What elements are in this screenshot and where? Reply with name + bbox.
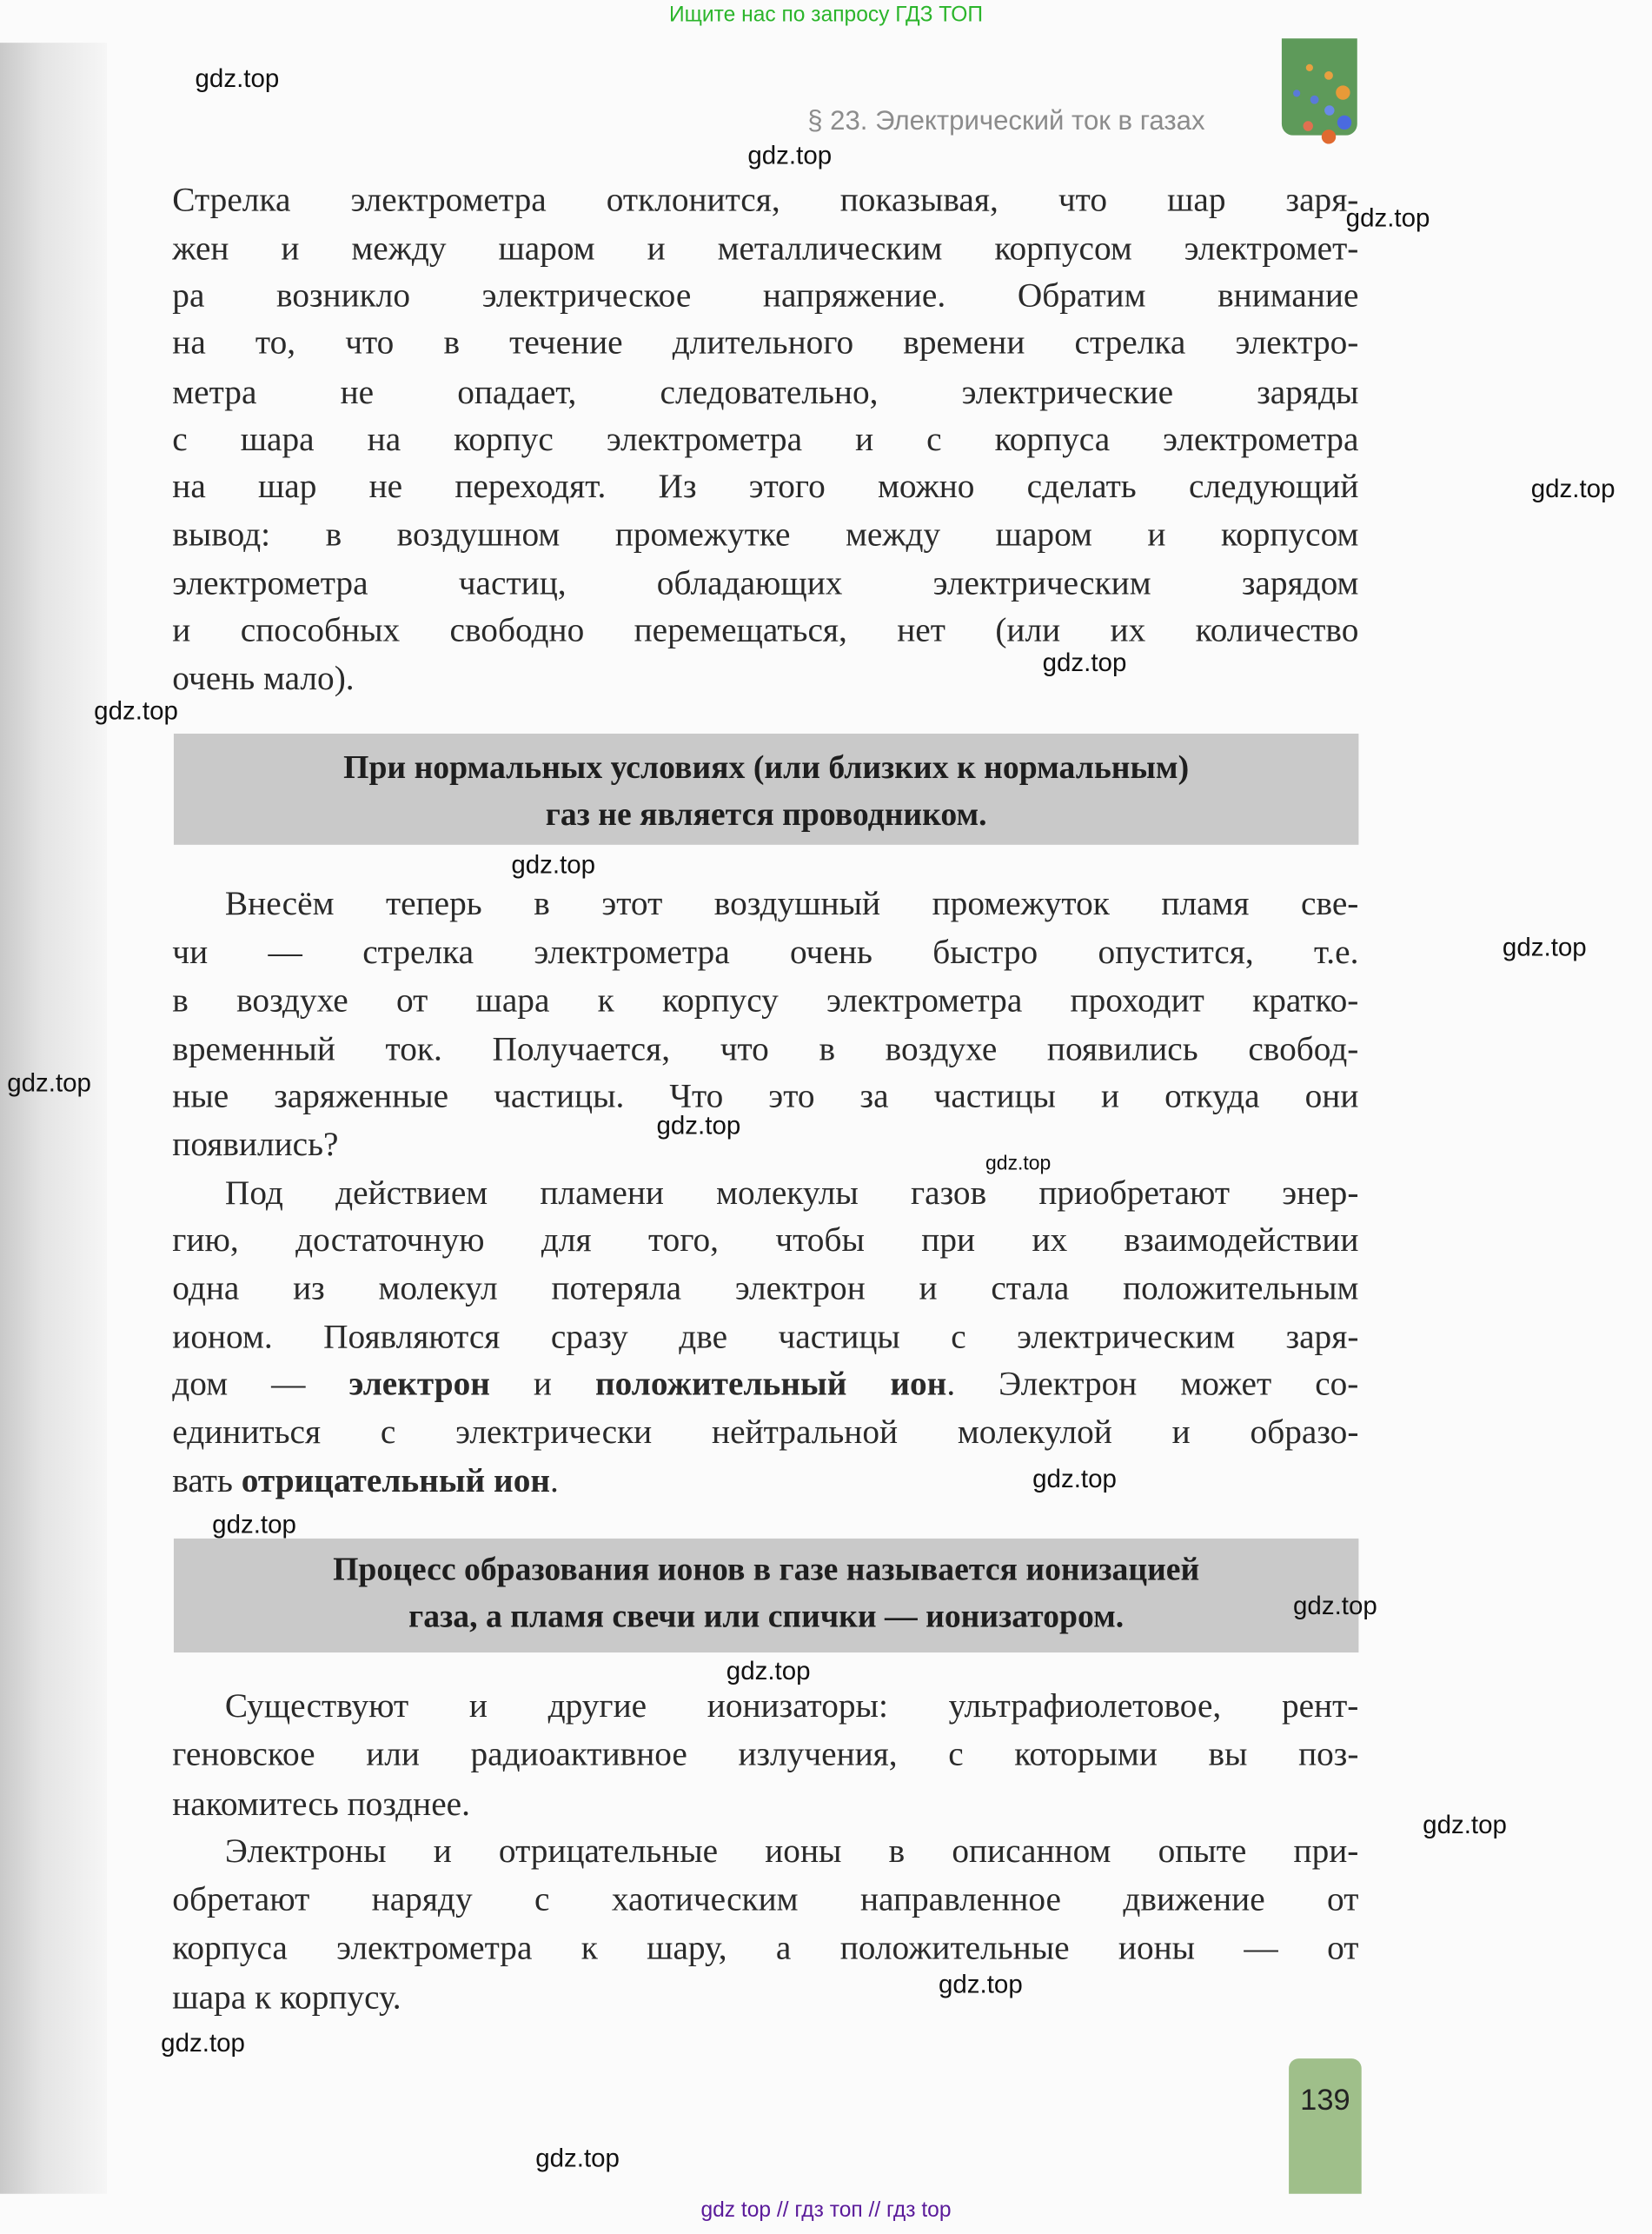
text-line — [172, 228, 1358, 270]
text-segment: Стрелка электрометра отклонится, показывая, что шар заря- — [172, 182, 1359, 220]
watermark: gdz.top — [195, 63, 280, 93]
text-segment: и способных свободно перемещаться, нет (или их количество — [172, 612, 1359, 650]
text-line — [172, 658, 1358, 701]
text-segment: ионом. Появляются сразу две частицы с электрическим заря- — [172, 1319, 1359, 1357]
text-line — [172, 1028, 1358, 1071]
text-segment: обретают наряду с хаотическим направленное движение от — [172, 1881, 1359, 1919]
watermark: gdz.top — [511, 850, 596, 880]
text-line — [172, 322, 1358, 364]
text-segment: на то, что в течение длительного времени стрелка электро- — [172, 324, 1359, 362]
page-edge-shadow — [0, 43, 107, 2194]
text-line — [172, 1927, 1358, 1970]
text-line — [172, 1075, 1358, 1118]
watermark: gdz.top — [1345, 203, 1430, 233]
bold-term: отрицательный ион — [241, 1463, 551, 1500]
section-tab-icon — [1282, 38, 1357, 135]
text-segment: ра возникло электрическое напряжение. Обратим внимание — [172, 277, 1359, 316]
watermark: gdz.top — [212, 1510, 296, 1539]
text-line — [172, 1316, 1358, 1359]
text-line — [172, 419, 1358, 462]
text-line — [172, 1733, 1358, 1776]
text-segment: Существуют и другие ионизаторы: ультрафиолетовое, рент- — [224, 1687, 1359, 1725]
text-segment: Электроны и отрицательные ионы в описанном опыте при- — [224, 1833, 1359, 1871]
page-number: 139 — [1300, 2084, 1350, 2118]
text-segment: Под действием пламени молекулы газов приобретают энер- — [224, 1175, 1359, 1213]
text-line — [225, 883, 1358, 926]
text-segment: появились? — [172, 1127, 339, 1164]
text-segment: метра не опадает, следовательно, электрические заряды — [172, 375, 1359, 412]
text-line — [172, 1978, 1358, 2020]
text-line — [172, 1268, 1358, 1311]
text-line — [172, 179, 1358, 222]
text-line — [172, 515, 1358, 557]
rule-text: газ не является проводником. — [545, 796, 987, 833]
rule-text: Процесс образования ионов в газе называется ионизацией — [333, 1551, 1200, 1587]
watermark: gdz.top — [938, 1970, 1023, 1999]
text-segment: . Электрон может со- — [946, 1366, 1359, 1404]
text-segment: с шара на корпус электрометра и с корпуса электрометра — [172, 422, 1359, 459]
watermark: gdz.top — [726, 1656, 811, 1685]
text-line — [172, 466, 1358, 509]
text-segment: на шар не переходят. Из этого можно сделать следующий — [172, 469, 1359, 506]
text-line — [172, 1220, 1358, 1262]
watermark: gdz.top — [656, 1111, 741, 1140]
text-segment: вать — [172, 1463, 242, 1500]
text-line — [172, 372, 1358, 415]
watermark: gdz.top — [161, 2028, 245, 2058]
watermark: gdz.top — [7, 1068, 91, 1097]
text-line — [225, 1685, 1358, 1728]
text-segment: . — [550, 1463, 559, 1500]
text-segment: очень мало). — [172, 661, 355, 699]
rule-text: При нормальных условиях (или близких к нормальным) — [343, 749, 1190, 785]
top-search-note[interactable]: Ищите нас по запросу ГДЗ ТОП — [669, 3, 984, 28]
text-segment: гию, достаточную для того, чтобы при их взаимодействии — [172, 1222, 1359, 1260]
text-line — [225, 1173, 1358, 1215]
text-segment: и — [489, 1366, 595, 1404]
watermark: gdz.top — [1530, 474, 1616, 503]
rule-text: газа, а пламя свечи или спички — ионизатором. — [408, 1598, 1125, 1634]
text-segment: временный ток. Получается, что в воздухе появились свобод- — [172, 1031, 1359, 1069]
text-line — [172, 980, 1358, 1022]
text-segment: вывод: в воздушном промежутке между шаром и корпусом — [172, 516, 1359, 555]
bottom-links[interactable]: gdz top // гдз топ // гдз top — [700, 2197, 952, 2223]
watermark: gdz.top — [94, 696, 178, 726]
text-line — [172, 275, 1358, 317]
text-segment: ные заряженные частицы. Что это за частицы и откуда они — [172, 1078, 1359, 1116]
watermark: gdz.top — [1293, 1591, 1377, 1620]
text-line — [172, 562, 1358, 605]
text-segment: шара к корпусу. — [172, 1979, 401, 2018]
text-line — [172, 609, 1358, 652]
text-line — [172, 1784, 1358, 1826]
text-segment: дом — — [172, 1366, 349, 1404]
section-header: § 23. Электрический ток в газах — [807, 106, 1205, 137]
text-segment: единиться с электрически нейтральной молекулой и образо- — [172, 1414, 1359, 1452]
watermark: gdz.top — [1502, 933, 1587, 962]
text-line — [172, 1460, 1358, 1503]
text-segment: электрометра частиц, обладающих электрическим зарядом — [172, 565, 1359, 603]
text-line — [225, 1831, 1358, 1873]
watermark: gdz.top — [985, 1151, 1052, 1174]
watermark: gdz.top — [1042, 648, 1127, 677]
text-line — [172, 1124, 1358, 1167]
text-segment: корпуса электрометра к шару, а положительные ионы — от — [172, 1930, 1359, 1968]
watermark: gdz.top — [747, 141, 833, 170]
bold-term: электрон — [348, 1366, 490, 1404]
text-line — [172, 1412, 1358, 1454]
text-segment: одна из молекул потеряла электрон и стала положительным — [172, 1270, 1359, 1308]
text-segment: жен и между шаром и металлическим корпусом электромет- — [172, 230, 1359, 269]
text-segment: в воздухе от шара к корпусу электрометра проходит кратко- — [172, 982, 1359, 1021]
bold-term: положительный ион — [594, 1366, 947, 1404]
text-line — [172, 1879, 1358, 1922]
text-segment: Внесём теперь в этот воздушный промежуток пламя све- — [224, 886, 1359, 923]
text-segment: чи — стрелка электрометра очень быстро опустится, т.е. — [172, 934, 1359, 972]
text-line — [172, 932, 1358, 974]
page-number-tab — [1289, 2058, 1362, 2194]
watermark: gdz.top — [535, 2144, 620, 2173]
text-line — [172, 1363, 1358, 1406]
watermark: gdz.top — [1032, 1464, 1117, 1493]
watermark: gdz.top — [1423, 1810, 1507, 1839]
text-segment: накомитесь позднее. — [172, 1786, 470, 1824]
text-segment: геновское или радиоактивное излучения, с которыми вы поз- — [172, 1736, 1359, 1774]
